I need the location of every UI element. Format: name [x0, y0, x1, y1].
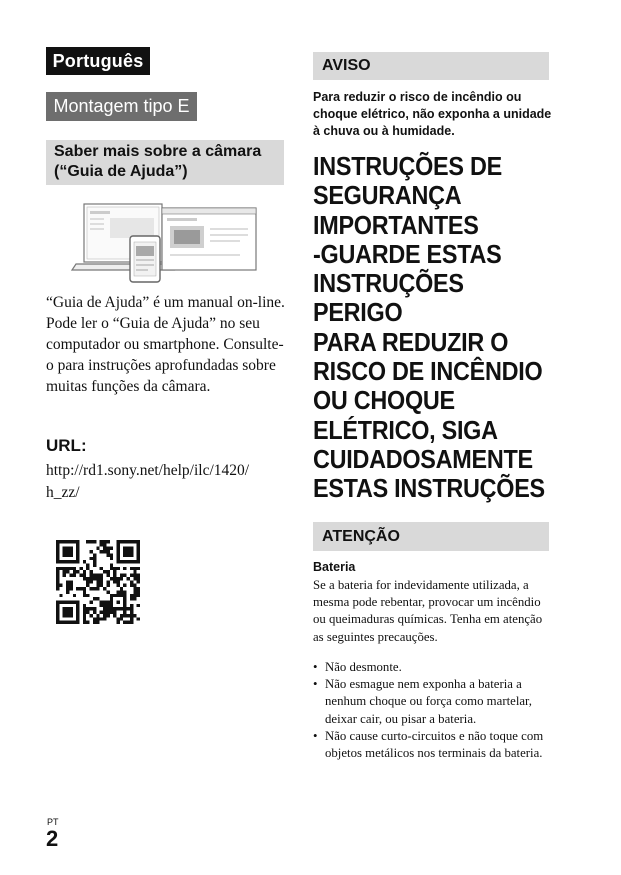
safety-line: SEGURANÇA: [313, 180, 462, 211]
help-guide-url[interactable]: [46, 460, 286, 504]
language-badge: Português: [46, 47, 150, 75]
list-item: • Não desmonte.: [313, 660, 402, 674]
list-item-text: Não esmague nem exponha a bateria a nenhum choque ou força como martelar, deixar cair, ou pisar a bateria.: [325, 677, 532, 726]
help-guide-heading-line1: Saber mais sobre a câmara: [54, 143, 262, 160]
safety-line: OU CHOQUE: [313, 385, 455, 416]
mount-type-badge: Montagem tipo E: [46, 92, 197, 121]
caution-heading: ATENÇÃO: [313, 522, 549, 551]
safety-line: CUIDADOSAMENTE: [313, 443, 533, 474]
help-guide-section-heading: [46, 140, 284, 185]
qr-code-icon: [56, 540, 140, 624]
safety-line: IMPORTANTES: [313, 209, 479, 240]
safety-line: ELÉTRICO, SIGA: [313, 414, 498, 445]
warning-heading: AVISO: [313, 52, 549, 80]
laptop-smartphone-illustration: [70, 198, 260, 284]
safety-line: ESTAS INSTRUÇÕES: [313, 473, 545, 504]
list-item: • Não cause curto-circuitos e não toque com objetos metálicos nos terminais da bateria.: [313, 728, 544, 761]
language-code: PT: [47, 817, 59, 827]
url-line-1: http://rd1.sony.net/help/ilc/1420/: [46, 462, 250, 479]
list-item-text: Não cause curto-circuitos e não toque com objetos metálicos nos terminais da bateria.: [325, 728, 544, 761]
safety-instructions-heading: [313, 152, 547, 504]
battery-title: Bateria: [313, 560, 356, 574]
warning-text: Para reduzir o risco de incêndio ou choque elétrico, não exponha a unidade à chuva ou à humidade.: [313, 90, 552, 138]
help-guide-heading-line2: (“Guia de Ajuda”): [54, 163, 188, 180]
safety-line: -GUARDE ESTAS: [313, 238, 502, 269]
help-guide-description: “Guia de Ajuda” é um manual on-line. Pode ler o “Guia de Ajuda” no seu computador ou smartphone. Consulte-o para instruções aprofundadas sobre muitas funções da câmara.: [46, 294, 285, 395]
battery-text: Se a bateria for indevidamente utilizada, a mesma pode rebentar, provocar um incêndio ou queimaduras químicas. Tenha em atenção as seguintes precauções.: [313, 578, 543, 644]
battery-precautions-list: [313, 659, 553, 762]
safety-line: PERIGO: [313, 297, 403, 328]
safety-line: RISCO DE INCÊNDIO: [313, 356, 543, 387]
list-item: • Não esmague nem exponha a bateria a nenhum choque ou força como martelar, deixar cair, ou pisar a bateria.: [313, 677, 532, 726]
url-label: URL:: [46, 436, 87, 455]
page-number: 2: [46, 826, 59, 851]
list-item-text: Não desmonte.: [325, 660, 402, 674]
safety-line: INSTRUÇÕES DE: [313, 151, 502, 181]
safety-line: INSTRUÇÕES: [313, 268, 464, 299]
safety-line: PARA REDUZIR O: [313, 326, 509, 357]
url-line-2: h_zz/: [46, 484, 80, 501]
